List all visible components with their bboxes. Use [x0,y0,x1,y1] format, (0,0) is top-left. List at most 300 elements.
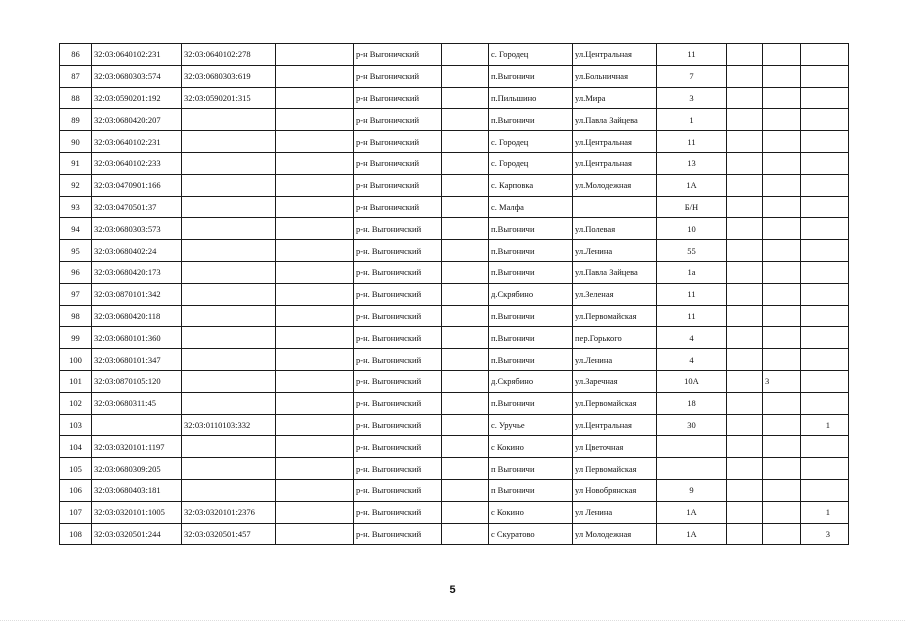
table-row [60,240,849,262]
street-cell: ул.Павла Зайцева [573,109,657,131]
row-number-cell: 104 [60,436,92,458]
blank-col-cell [276,458,354,480]
district-cell: р-н. Выгоничский [354,327,442,349]
blank-col-2-cell [442,152,489,174]
extra-col-2-cell [763,523,801,545]
extra-col-2-cell [763,44,801,66]
extra-col-1-cell [727,479,763,501]
extra-col-3-cell [801,436,849,458]
blank-col-2-cell [442,523,489,545]
district-cell: р-н. Выгоничский [354,218,442,240]
extra-col-2-cell [763,436,801,458]
blank-col-cell [276,370,354,392]
extra-col-2-cell [763,414,801,436]
district-cell: р-н. Выгоничский [354,501,442,523]
blank-col-cell [276,414,354,436]
extra-col-2-cell [763,458,801,480]
blank-col-2-cell [442,87,489,109]
scan-artifact-line [0,620,905,627]
blank-col-cell [276,436,354,458]
cadastral-number-2-cell: 32:03:0320501:457 [182,523,276,545]
blank-col-cell [276,349,354,371]
row-number-cell: 96 [60,261,92,283]
extra-col-3-cell: 3 [801,523,849,545]
blank-col-2-cell [442,436,489,458]
extra-col-1-cell [727,392,763,414]
street-cell: ул.Мира [573,87,657,109]
cadastral-number-cell: 32:03:0320101:1005 [92,501,182,523]
blank-col-2-cell [442,131,489,153]
table-row [60,218,849,240]
cadastral-number-cell: 32:03:0470901:166 [92,174,182,196]
house-number-cell: 7 [657,65,727,87]
cadastral-number-cell: 32:03:0640102:231 [92,44,182,66]
blank-col-cell [276,196,354,218]
settlement-cell: п.Выгоничи [489,261,573,283]
district-cell: р-н. Выгоничский [354,392,442,414]
street-cell [573,196,657,218]
blank-col-2-cell [442,261,489,283]
settlement-cell: п.Выгоничи [489,218,573,240]
cadastral-number-cell: 32:03:0680309:205 [92,458,182,480]
district-cell: р-н. Выгоничский [354,305,442,327]
extra-col-3-cell [801,305,849,327]
table-row [60,152,849,174]
settlement-cell: п.Выгоничи [489,349,573,371]
cadastral-number-2-cell: 32:03:0680303:619 [182,65,276,87]
blank-col-cell [276,523,354,545]
row-number-cell: 93 [60,196,92,218]
settlement-cell: с. Уручье [489,414,573,436]
row-number-cell: 101 [60,370,92,392]
extra-col-3-cell: 1 [801,501,849,523]
cadastral-number-2-cell [182,479,276,501]
district-cell: р-н. Выгоничский [354,349,442,371]
blank-col-2-cell [442,414,489,436]
extra-col-2-cell [763,349,801,371]
settlement-cell: п.Выгоничи [489,327,573,349]
district-cell: р-н. Выгоничский [354,479,442,501]
blank-col-cell [276,479,354,501]
street-cell: ул.Молодежная [573,174,657,196]
extra-col-3-cell [801,152,849,174]
blank-col-cell [276,174,354,196]
district-cell: р-н Выгоничский [354,196,442,218]
extra-col-2-cell [763,196,801,218]
house-number-cell: 18 [657,392,727,414]
house-number-cell: 9 [657,479,727,501]
extra-col-1-cell [727,196,763,218]
row-number-cell: 88 [60,87,92,109]
street-cell: ул.Центральная [573,414,657,436]
street-cell: ул.Полевая [573,218,657,240]
settlement-cell: с. Городец [489,131,573,153]
cadastral-number-2-cell [182,109,276,131]
row-number-cell: 95 [60,240,92,262]
extra-col-3-cell [801,109,849,131]
table-row [60,479,849,501]
row-number-cell: 91 [60,152,92,174]
street-cell: ул Молодежная [573,523,657,545]
extra-col-2-cell [763,501,801,523]
cadastral-number-cell: 32:03:0680402:24 [92,240,182,262]
extra-col-3-cell [801,218,849,240]
row-number-cell: 94 [60,218,92,240]
cadastral-number-cell: 32:03:0680311:45 [92,392,182,414]
table-row [60,87,849,109]
district-cell: р-н Выгоничский [354,44,442,66]
extra-col-2-cell [763,152,801,174]
cadastral-number-2-cell [182,349,276,371]
street-cell: ул.Центральная [573,131,657,153]
district-cell: р-н Выгоничский [354,174,442,196]
property-register-table [59,43,849,545]
cadastral-number-2-cell [182,370,276,392]
row-number-cell: 107 [60,501,92,523]
extra-col-1-cell [727,240,763,262]
street-cell: ул Новобрянская [573,479,657,501]
blank-col-2-cell [442,196,489,218]
extra-col-3-cell [801,44,849,66]
extra-col-1-cell [727,501,763,523]
cadastral-number-cell: 32:03:0680303:574 [92,65,182,87]
cadastral-number-2-cell [182,174,276,196]
blank-col-2-cell [442,501,489,523]
cadastral-number-2-cell [182,196,276,218]
extra-col-3-cell [801,174,849,196]
district-cell: р-н Выгоничский [354,87,442,109]
extra-col-1-cell [727,283,763,305]
cadastral-number-2-cell [182,327,276,349]
house-number-cell: 1А [657,523,727,545]
street-cell: ул.Центральная [573,152,657,174]
cadastral-number-2-cell: 32:03:0590201:315 [182,87,276,109]
blank-col-2-cell [442,349,489,371]
street-cell: ул Цветочная [573,436,657,458]
extra-col-3-cell [801,196,849,218]
cadastral-number-cell: 32:03:0680420:173 [92,261,182,283]
house-number-cell: 11 [657,283,727,305]
cadastral-number-2-cell [182,458,276,480]
blank-col-cell [276,109,354,131]
table-row [60,436,849,458]
cadastral-number-cell: 32:03:0680101:360 [92,327,182,349]
extra-col-1-cell [727,436,763,458]
extra-col-3-cell: 1 [801,414,849,436]
row-number-cell: 100 [60,349,92,371]
cadastral-number-cell: 32:03:0680303:573 [92,218,182,240]
table-row [60,283,849,305]
house-number-cell: 55 [657,240,727,262]
blank-col-cell [276,131,354,153]
blank-col-cell [276,501,354,523]
settlement-cell: с Кокино [489,436,573,458]
row-number-cell: 103 [60,414,92,436]
blank-col-2-cell [442,44,489,66]
blank-col-cell [276,392,354,414]
blank-col-cell [276,240,354,262]
cadastral-number-2-cell [182,240,276,262]
extra-col-3-cell [801,327,849,349]
house-number-cell: 10 [657,218,727,240]
street-cell: ул.Павла Зайцева [573,261,657,283]
blank-col-cell [276,283,354,305]
cadastral-number-2-cell [182,131,276,153]
table-row [60,261,849,283]
house-number-cell: Б/Н [657,196,727,218]
row-number-cell: 108 [60,523,92,545]
row-number-cell: 87 [60,65,92,87]
house-number-cell [657,458,727,480]
table-row [60,327,849,349]
extra-col-3-cell [801,131,849,153]
cadastral-number-2-cell [182,305,276,327]
row-number-cell: 105 [60,458,92,480]
settlement-cell: п.Выгоничи [489,305,573,327]
table-row [60,131,849,153]
blank-col-2-cell [442,479,489,501]
extra-col-3-cell [801,349,849,371]
table-row [60,349,849,371]
row-number-cell: 98 [60,305,92,327]
row-number-cell: 86 [60,44,92,66]
table-row [60,174,849,196]
blank-col-cell [276,44,354,66]
blank-col-cell [276,305,354,327]
cadastral-number-2-cell [182,392,276,414]
house-number-cell: 3 [657,87,727,109]
house-number-cell: 11 [657,131,727,153]
blank-col-2-cell [442,305,489,327]
house-number-cell: 13 [657,152,727,174]
district-cell: р-н Выгоничский [354,131,442,153]
house-number-cell: 4 [657,349,727,371]
house-number-cell: 1А [657,174,727,196]
settlement-cell: п.Выгоничи [489,109,573,131]
cadastral-number-cell: 32:03:0590201:192 [92,87,182,109]
blank-col-cell [276,261,354,283]
cadastral-number-2-cell: 32:03:0320101:2376 [182,501,276,523]
blank-col-2-cell [442,458,489,480]
extra-col-2-cell: 3 [763,370,801,392]
extra-col-2-cell [763,109,801,131]
cadastral-number-cell: 32:03:0870105:120 [92,370,182,392]
extra-col-2-cell [763,479,801,501]
blank-col-2-cell [442,370,489,392]
blank-col-2-cell [442,240,489,262]
blank-col-cell [276,87,354,109]
blank-col-2-cell [442,218,489,240]
extra-col-1-cell [727,305,763,327]
extra-col-2-cell [763,87,801,109]
table-row [60,109,849,131]
table-row [60,44,849,66]
table-body [60,44,849,545]
extra-col-1-cell [727,65,763,87]
settlement-cell: д.Скрябино [489,370,573,392]
district-cell: р-н. Выгоничский [354,370,442,392]
district-cell: р-н. Выгоничский [354,523,442,545]
house-number-cell: 10А [657,370,727,392]
street-cell: ул.Первомайская [573,305,657,327]
cadastral-number-2-cell [182,152,276,174]
blank-col-2-cell [442,174,489,196]
extra-col-3-cell [801,261,849,283]
table-row [60,392,849,414]
extra-col-2-cell [763,261,801,283]
blank-col-2-cell [442,392,489,414]
settlement-cell: п.Пильшино [489,87,573,109]
house-number-cell: 4 [657,327,727,349]
extra-col-2-cell [763,131,801,153]
blank-col-2-cell [442,109,489,131]
row-number-cell: 92 [60,174,92,196]
settlement-cell: с. Городец [489,152,573,174]
extra-col-2-cell [763,327,801,349]
table-row [60,523,849,545]
district-cell: р-н. Выгоничский [354,261,442,283]
extra-col-1-cell [727,44,763,66]
house-number-cell [657,436,727,458]
house-number-cell: 1а [657,261,727,283]
settlement-cell: п Выгоничи [489,458,573,480]
blank-col-cell [276,152,354,174]
settlement-cell: с. Городец [489,44,573,66]
table-row [60,65,849,87]
district-cell: р-н. Выгоничский [354,436,442,458]
extra-col-1-cell [727,458,763,480]
cadastral-number-cell: 32:03:0870101:342 [92,283,182,305]
extra-col-2-cell [763,392,801,414]
street-cell: ул Первомайская [573,458,657,480]
district-cell: р-н Выгоничский [354,109,442,131]
cadastral-number-cell: 32:03:0320501:244 [92,523,182,545]
cadastral-number-cell: 32:03:0680403:181 [92,479,182,501]
street-cell: ул.Зеленая [573,283,657,305]
district-cell: р-н Выгоничский [354,152,442,174]
blank-col-cell [276,327,354,349]
blank-col-2-cell [442,327,489,349]
extra-col-2-cell [763,65,801,87]
cadastral-number-cell: 32:03:0470501:37 [92,196,182,218]
street-cell: ул.Первомайская [573,392,657,414]
settlement-cell: п.Выгоничи [489,240,573,262]
extra-col-2-cell [763,283,801,305]
district-cell: р-н. Выгоничский [354,414,442,436]
blank-col-2-cell [442,65,489,87]
house-number-cell: 1 [657,109,727,131]
row-number-cell: 106 [60,479,92,501]
settlement-cell: с. Малфа [489,196,573,218]
cadastral-number-cell: 32:03:0680101:347 [92,349,182,371]
settlement-cell: п.Выгоничи [489,392,573,414]
row-number-cell: 97 [60,283,92,305]
street-cell: ул.Ленина [573,240,657,262]
row-number-cell: 89 [60,109,92,131]
blank-col-2-cell [442,283,489,305]
street-cell: ул Ленина [573,501,657,523]
extra-col-2-cell [763,174,801,196]
settlement-cell: п.Выгоничи [489,65,573,87]
district-cell: р-н Выгоничский [354,65,442,87]
extra-col-2-cell [763,218,801,240]
cadastral-number-cell: 32:03:0640102:231 [92,131,182,153]
page-number: 5 [449,584,456,596]
extra-col-3-cell [801,392,849,414]
cadastral-number-2-cell: 32:03:0110103:332 [182,414,276,436]
extra-col-3-cell [801,87,849,109]
table-row [60,501,849,523]
cadastral-number-cell: 32:03:0640102:233 [92,152,182,174]
blank-col-cell [276,65,354,87]
cadastral-number-cell: 32:03:0680420:207 [92,109,182,131]
extra-col-3-cell [801,370,849,392]
extra-col-1-cell [727,261,763,283]
cadastral-number-cell: 32:03:0680420:118 [92,305,182,327]
table-row [60,458,849,480]
house-number-cell: 30 [657,414,727,436]
extra-col-3-cell [801,240,849,262]
district-cell: р-н. Выгоничский [354,283,442,305]
extra-col-1-cell [727,414,763,436]
extra-col-3-cell [801,458,849,480]
settlement-cell: с Скуратово [489,523,573,545]
cadastral-number-cell: 32:03:0320101:1197 [92,436,182,458]
extra-col-1-cell [727,523,763,545]
house-number-cell: 1А [657,501,727,523]
table-row [60,196,849,218]
house-number-cell: 11 [657,44,727,66]
cadastral-number-2-cell [182,218,276,240]
extra-col-1-cell [727,131,763,153]
settlement-cell: п Выгоничи [489,479,573,501]
settlement-cell: с. Карповка [489,174,573,196]
cadastral-number-2-cell [182,283,276,305]
house-number-cell: 11 [657,305,727,327]
street-cell: ул.Ленина [573,349,657,371]
table-row [60,414,849,436]
street-cell: пер.Горького [573,327,657,349]
extra-col-3-cell [801,65,849,87]
extra-col-1-cell [727,109,763,131]
table-row [60,370,849,392]
settlement-cell: д.Скрябино [489,283,573,305]
cadastral-number-cell [92,414,182,436]
extra-col-2-cell [763,305,801,327]
extra-col-1-cell [727,87,763,109]
settlement-cell: с Кокино [489,501,573,523]
cadastral-number-2-cell [182,436,276,458]
extra-col-1-cell [727,349,763,371]
extra-col-1-cell [727,327,763,349]
extra-col-2-cell [763,240,801,262]
extra-col-1-cell [727,174,763,196]
extra-col-1-cell [727,218,763,240]
cadastral-number-2-cell: 32:03:0640102:278 [182,44,276,66]
row-number-cell: 99 [60,327,92,349]
extra-col-3-cell [801,479,849,501]
extra-col-1-cell [727,370,763,392]
street-cell: ул.Центральная [573,44,657,66]
row-number-cell: 90 [60,131,92,153]
row-number-cell: 102 [60,392,92,414]
extra-col-3-cell [801,283,849,305]
district-cell: р-н. Выгоничский [354,240,442,262]
extra-col-1-cell [727,152,763,174]
street-cell: ул.Больничная [573,65,657,87]
blank-col-cell [276,218,354,240]
street-cell: ул.Заречная [573,370,657,392]
